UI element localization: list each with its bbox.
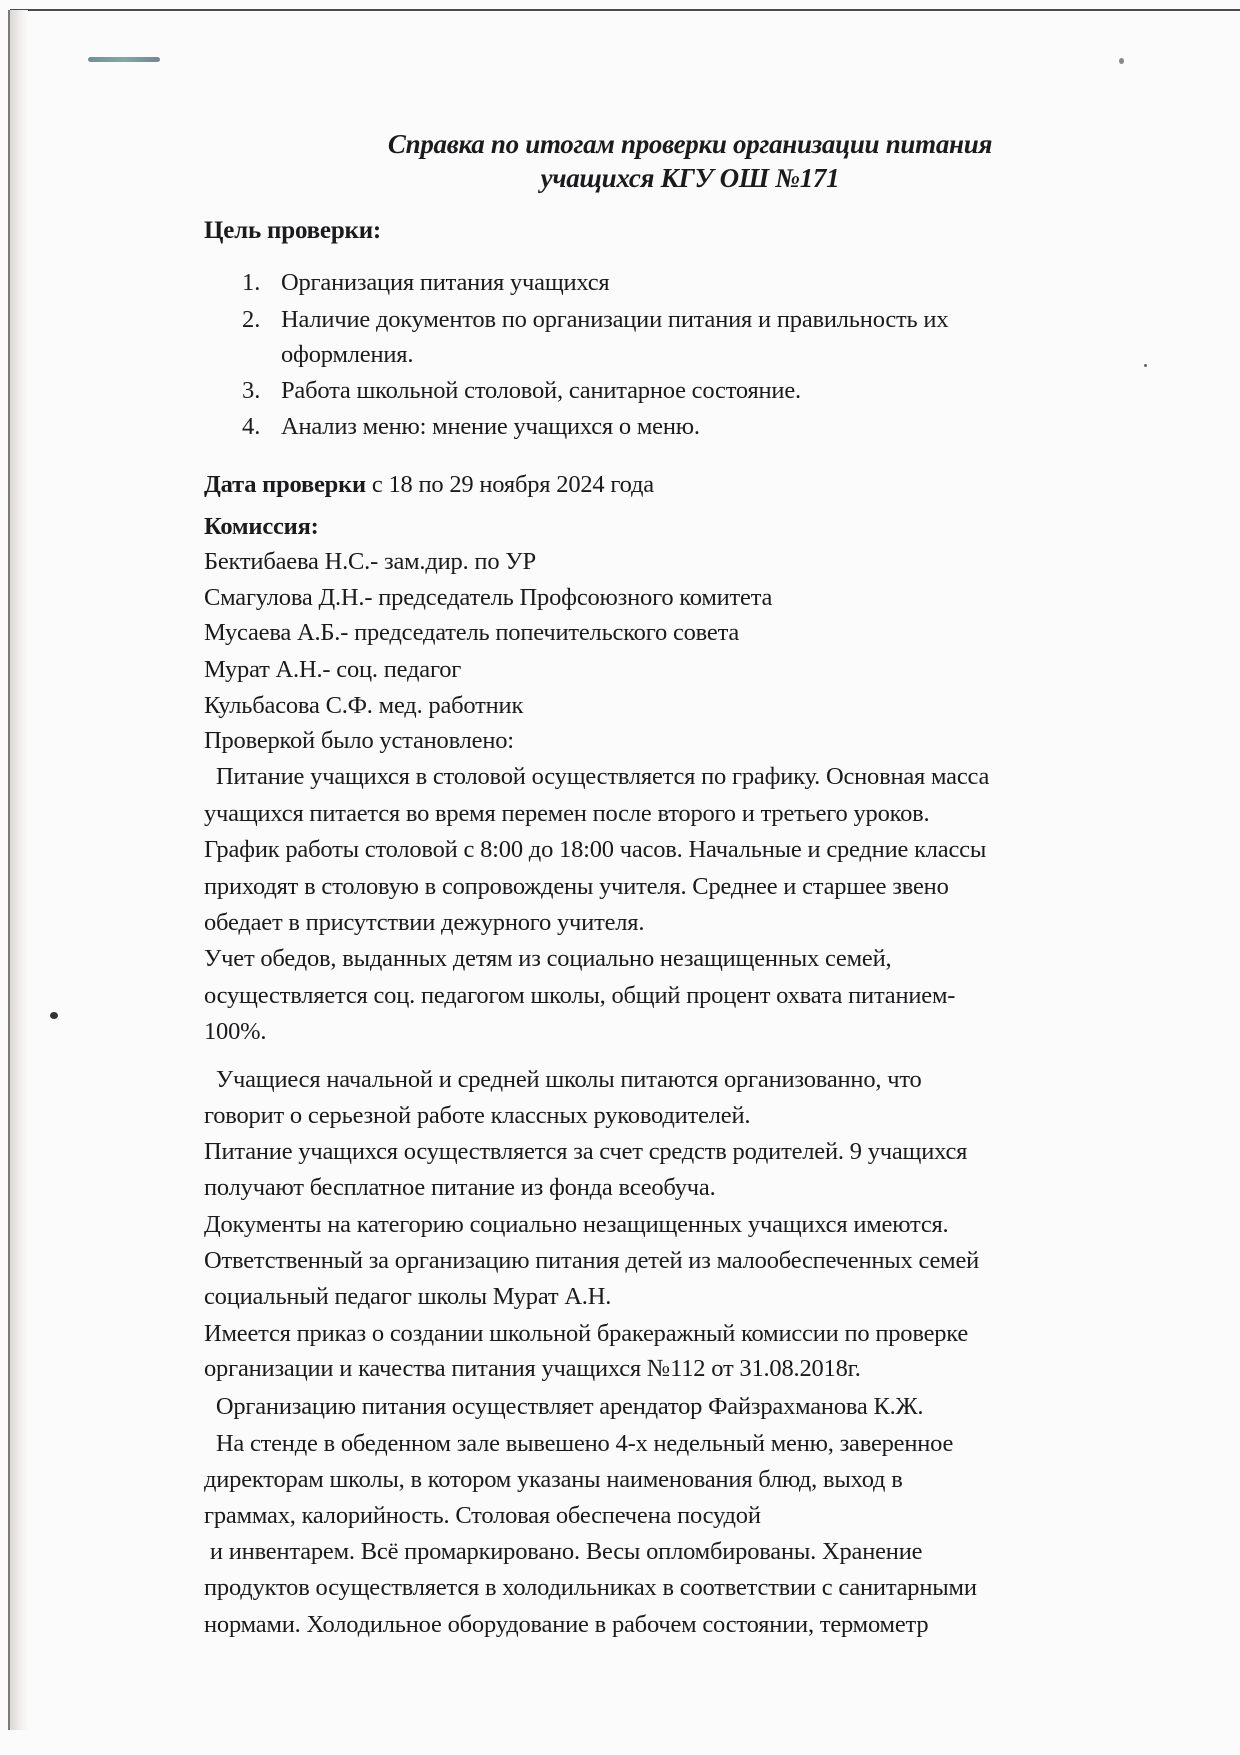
body-line: говорит о серьезной работе классных руководителей. bbox=[204, 1102, 751, 1129]
body-line: осуществляется соц. педагогом школы, общий процент охвата питанием- bbox=[204, 982, 956, 1009]
body-line: На стенде в обеденном зале вывешено 4-х недельный меню, заверенное bbox=[204, 1430, 954, 1457]
body-line: социальный педагог школы Мурат А.Н. bbox=[204, 1283, 612, 1310]
body-line: Питание учащихся в столовой осуществляется по графику. Основная масса bbox=[204, 763, 990, 790]
inspection-date bbox=[204, 470, 654, 500]
goal-text: Организация питания учащихся bbox=[281, 269, 610, 296]
goal-number: 4. bbox=[242, 413, 261, 440]
date-label: Дата проверки bbox=[204, 471, 366, 498]
findings-intro: Проверкой было установлено: bbox=[204, 727, 514, 754]
body-line: Ответственный за организацию питания детей из малообеспеченных семей bbox=[204, 1247, 980, 1274]
ink-speck bbox=[50, 1012, 58, 1019]
body-line: Организацию питания осуществляет арендатор Файзрахманова К.Ж. bbox=[204, 1393, 924, 1420]
goal-text: Анализ меню: мнение учащихся о меню. bbox=[281, 413, 700, 440]
goal-heading: Цель проверки: bbox=[204, 217, 382, 244]
body-line: нормами. Холодильное оборудование в рабочем состоянии, термометр bbox=[204, 1611, 929, 1638]
body-line: и инвентарем. Всё промаркировано. Весы опломбированы. Хранение bbox=[204, 1538, 923, 1565]
commission-member: Бектибаева Н.С.- зам.дир. по УР bbox=[204, 548, 536, 575]
goal-text: Наличие документов по организации питания и правильность их bbox=[281, 306, 949, 333]
body-line: Питание учащихся осуществляется за счет средств родителей. 9 учащихся bbox=[204, 1138, 968, 1165]
body-line: График работы столовой с 8:00 до 18:00 часов. Начальные и средние классы bbox=[204, 836, 987, 863]
goal-number: 3. bbox=[242, 377, 261, 404]
body-line: обедает в присутствии дежурного учителя. bbox=[204, 909, 645, 936]
date-value: с 18 по 29 ноября 2024 года bbox=[365, 471, 654, 498]
body-line: получают бесплатное питание из фонда всеобуча. bbox=[204, 1174, 716, 1201]
commission-member: Смагулова Д.Н.- председатель Профсоюзного комитета bbox=[204, 584, 773, 611]
body-line: Документы на категорию социально незащищенных учащихся имеются. bbox=[204, 1211, 949, 1238]
commission-heading: Комиссия: bbox=[204, 513, 319, 540]
scan-edge-left bbox=[8, 10, 28, 1730]
goal-number: 1. bbox=[242, 269, 261, 296]
body-line: Учащиеся начальной и средней школы питаются организованно, что bbox=[204, 1066, 922, 1093]
pen-mark bbox=[88, 57, 160, 62]
body-line: 100%. bbox=[204, 1018, 267, 1045]
ink-speck bbox=[1144, 364, 1147, 367]
goal-number: 2. bbox=[242, 306, 261, 333]
body-line: Учет обедов, выданных детям из социально незащищенных семей, bbox=[204, 945, 892, 972]
commission-member: Кульбасова С.Ф. мед. работник bbox=[204, 692, 524, 719]
scan-edge-top bbox=[10, 9, 1240, 11]
commission-member: Мурат А.Н.- соц. педагог bbox=[204, 656, 462, 683]
body-line: Имеется приказ о создании школьной бракеражный комиссии по проверке bbox=[204, 1320, 969, 1347]
body-line: учащихся питается во время перемен после второго и третьего уроков. bbox=[204, 800, 930, 827]
commission-member: Мусаева А.Б.- председатель попечительского совета bbox=[204, 619, 740, 646]
document-title-line-2: учащихся КГУ ОШ №171 bbox=[540, 163, 840, 193]
document-title-line-1: Справка по итогам проверки организации питания bbox=[387, 129, 993, 159]
body-line: приходят в столовую в сопровождены учителя. Среднее и старшее звено bbox=[204, 873, 949, 900]
goal-text: оформления. bbox=[281, 341, 414, 368]
body-line: граммах, калорийность. Столовая обеспечена посудой bbox=[204, 1502, 761, 1529]
body-line: продуктов осуществляется в холодильниках в соответствии с санитарными bbox=[204, 1574, 977, 1601]
goal-text: Работа школьной столовой, санитарное состояние. bbox=[281, 377, 801, 404]
body-line: директорам школы, в котором указаны наименования блюд, выход в bbox=[204, 1466, 903, 1493]
body-line: организации и качества питания учащихся №112 от 31.08.2018г. bbox=[204, 1355, 861, 1382]
ink-speck bbox=[1119, 58, 1124, 64]
